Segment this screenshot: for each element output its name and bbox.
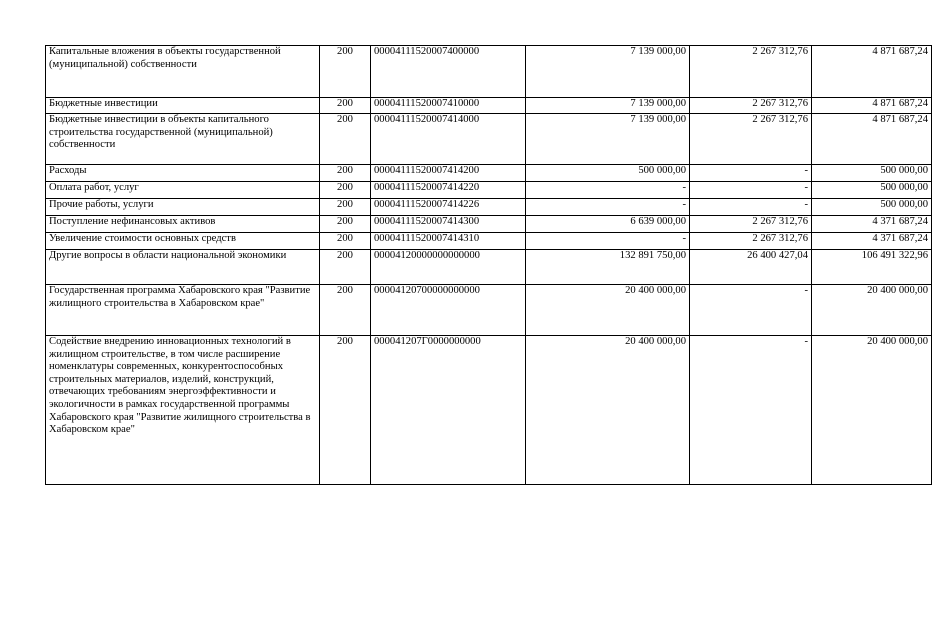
row-remaining: 500 000,00	[812, 199, 932, 216]
row-remaining: 20 400 000,00	[812, 336, 932, 485]
row-remaining: 4 871 687,24	[812, 114, 932, 165]
row-executed: 26 400 427,04	[690, 250, 812, 285]
row-executed: -	[690, 199, 812, 216]
row-remaining: 500 000,00	[812, 165, 932, 182]
row-executed: 2 267 312,76	[690, 98, 812, 114]
row-code: 200	[320, 285, 371, 336]
row-executed: -	[690, 165, 812, 182]
table-row	[46, 336, 932, 485]
budget-execution-table	[45, 45, 932, 485]
row-code: 200	[320, 199, 371, 216]
row-name: Прочие работы, услуги	[46, 199, 320, 216]
row-kbk: 00004111520007414226	[371, 199, 526, 216]
row-kbk: 00004111520007414220	[371, 182, 526, 199]
row-code: 200	[320, 165, 371, 182]
row-name: Расходы	[46, 165, 320, 182]
row-kbk: 00004111520007414310	[371, 233, 526, 250]
row-code: 200	[320, 98, 371, 114]
table-row	[46, 182, 932, 199]
row-name: Поступление нефинансовых активов	[46, 216, 320, 233]
row-executed: -	[690, 285, 812, 336]
row-approved: 7 139 000,00	[526, 46, 690, 98]
row-code: 200	[320, 250, 371, 285]
table-row	[46, 250, 932, 285]
row-code: 200	[320, 46, 371, 98]
row-remaining: 4 871 687,24	[812, 98, 932, 114]
row-approved: 7 139 000,00	[526, 114, 690, 165]
table-row	[46, 233, 932, 250]
row-approved: 7 139 000,00	[526, 98, 690, 114]
row-approved: -	[526, 199, 690, 216]
row-kbk: 00004111520007414300	[371, 216, 526, 233]
row-approved: -	[526, 233, 690, 250]
row-approved: 20 400 000,00	[526, 285, 690, 336]
row-approved: 20 400 000,00	[526, 336, 690, 485]
row-name: Бюджетные инвестиции в объекты капитального строительства государственной (муниципальной) собственности	[46, 114, 320, 165]
row-executed: -	[690, 182, 812, 199]
table-row	[46, 98, 932, 114]
row-name: Другие вопросы в области национальной экономики	[46, 250, 320, 285]
table-row	[46, 216, 932, 233]
row-code: 200	[320, 233, 371, 250]
row-remaining: 4 871 687,24	[812, 46, 932, 98]
row-executed: 2 267 312,76	[690, 233, 812, 250]
row-kbk: 000041207Г0000000000	[371, 336, 526, 485]
row-kbk: 00004120000000000000	[371, 250, 526, 285]
row-name: Увеличение стоимости основных средств	[46, 233, 320, 250]
row-remaining: 500 000,00	[812, 182, 932, 199]
row-kbk: 00004111520007400000	[371, 46, 526, 98]
row-kbk: 00004111520007414000	[371, 114, 526, 165]
table-row	[46, 199, 932, 216]
row-executed: 2 267 312,76	[690, 46, 812, 98]
row-kbk: 00004111520007414200	[371, 165, 526, 182]
row-name: Бюджетные инвестиции	[46, 98, 320, 114]
row-approved: 6 639 000,00	[526, 216, 690, 233]
row-code: 200	[320, 114, 371, 165]
row-name: Оплата работ, услуг	[46, 182, 320, 199]
row-name: Содействие внедрению инновационных технологий в жилищном строительстве, в том числе расширение номенклатуры современных, конкурентоспособных строительных материалов, изделий, конструкций, отвечающих требованиям энергоэффективности и экологичности в рамках государственной программы Хабаровского края "Развитие жилищного строительства в Хабаровском крае"	[46, 336, 320, 485]
row-remaining: 4 371 687,24	[812, 233, 932, 250]
row-approved: 500 000,00	[526, 165, 690, 182]
row-remaining: 20 400 000,00	[812, 285, 932, 336]
row-code: 200	[320, 216, 371, 233]
row-code: 200	[320, 182, 371, 199]
row-remaining: 4 371 687,24	[812, 216, 932, 233]
table-row	[46, 114, 932, 165]
row-name: Капитальные вложения в объекты государственной (муниципальной) собственности	[46, 46, 320, 98]
row-name: Государственная программа Хабаровского края "Развитие жилищного строительства в Хабаровском крае"	[46, 285, 320, 336]
row-remaining: 106 491 322,96	[812, 250, 932, 285]
row-approved: -	[526, 182, 690, 199]
table-row	[46, 46, 932, 98]
row-kbk: 00004120700000000000	[371, 285, 526, 336]
row-code: 200	[320, 336, 371, 485]
row-executed: 2 267 312,76	[690, 114, 812, 165]
row-approved: 132 891 750,00	[526, 250, 690, 285]
row-executed: -	[690, 336, 812, 485]
table-row	[46, 165, 932, 182]
row-executed: 2 267 312,76	[690, 216, 812, 233]
row-kbk: 00004111520007410000	[371, 98, 526, 114]
table-row	[46, 285, 932, 336]
